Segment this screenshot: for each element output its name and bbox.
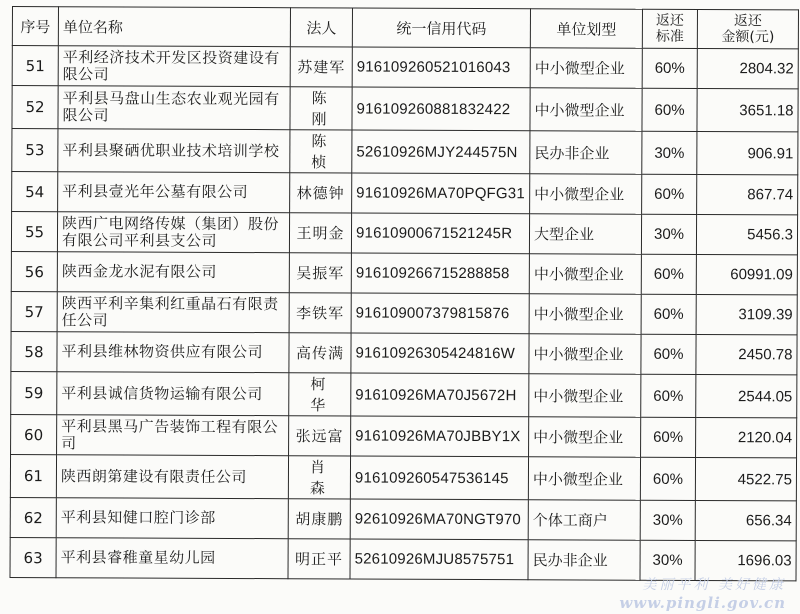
header-name: 单位名称 [58,7,290,47]
cell-credit-code: 52610926MJU8575751 [350,539,528,580]
header-amount-line2: 金额(元) [721,29,775,46]
cell-refund-rate: 60% [642,174,697,214]
cell-seq: 52 [12,86,58,129]
cell-seq: 62 [10,497,56,537]
cell-legal-person: 高传满 [289,333,351,373]
cell-seq: 55 [11,212,57,252]
cell-refund-amount: 2804.32 [697,48,798,88]
cell-unit-type: 大型企业 [529,214,641,254]
cell-refund-rate: 60% [642,88,697,131]
cell-seq: 59 [11,371,57,414]
cell-legal-person: 胡康鹏 [288,499,350,539]
cell-refund-amount: 867.74 [697,174,798,214]
cell-credit-code: 52610926MJY244575N [352,130,530,174]
cell-unit-name: 平利县知健口腔门诊部 [56,498,288,539]
cell-seq: 63 [10,537,56,577]
cell-unit-type: 中小微型企业 [529,254,641,294]
watermark-text: 美丽平利 美好健康 [642,577,786,593]
cell-unit-name: 陕西平利辛集利红重晶石有限责任公司 [57,292,289,333]
cell-unit-type: 中小微型企业 [530,174,642,214]
cell-legal-person: 张远富 [289,416,351,456]
header-rate-line1: 返还 [655,12,684,29]
cell-legal-person: 肖 森 [288,456,350,499]
cell-unit-type: 民办非企业 [528,540,640,580]
cell-seq: 58 [11,331,57,371]
cell-unit-name: 陕西金龙水泥有限公司 [57,252,289,293]
cell-legal-person: 苏建军 [290,47,352,87]
cell-refund-amount: 2544.05 [696,374,797,417]
header-person: 法人 [290,8,352,47]
table-row [11,414,797,457]
cell-seq: 61 [10,454,56,497]
cell-legal-person: 吴振军 [289,253,351,293]
cell-refund-amount: 5456.3 [696,214,797,254]
cell-refund-rate: 30% [642,131,697,174]
cell-credit-code: 916109260881832422 [352,87,530,131]
cell-credit-code: 916109260521016043 [352,47,530,88]
cell-unit-name: 平利县聚硒优职业技术培训学校 [58,129,290,173]
cell-unit-type: 中小微型企业 [529,417,641,457]
table-row [12,86,798,132]
refund-table [10,6,799,581]
table-row [11,331,797,374]
cell-refund-rate: 60% [641,417,696,457]
header-type: 单位划型 [530,9,642,48]
cell-unit-type: 中小微型企业 [529,334,641,374]
table-row [11,251,797,294]
cell-refund-rate: 60% [641,374,696,417]
cell-seq: 53 [12,129,58,172]
cell-unit-type: 中小微型企业 [528,457,640,500]
cell-legal-person: 陈 刚 [290,87,352,130]
cell-unit-name: 平利县马盘山生态农业观光园有限公司 [58,86,290,130]
header-row [12,7,798,49]
table-row [10,454,796,500]
cell-seq: 57 [11,291,57,331]
cell-seq: 56 [11,251,57,291]
table-row [12,172,798,215]
table-row [12,46,798,89]
cell-unit-name: 平利县诚信货物运输有限公司 [57,372,289,416]
cell-credit-code: 91610900671521245R [351,213,529,254]
cell-refund-amount: 60991.09 [696,254,797,294]
cell-refund-rate: 60% [641,254,696,294]
cell-legal-person: 陈 桢 [290,130,352,173]
table-row [11,291,797,334]
cell-refund-rate: 60% [641,294,696,334]
cell-refund-amount: 906.91 [697,131,798,174]
table-row [12,129,798,175]
cell-refund-rate: 60% [642,48,697,88]
cell-legal-person: 王明金 [289,213,351,253]
table-row [10,497,796,540]
cell-refund-amount: 656.34 [695,500,796,540]
cell-legal-person: 柯 华 [289,373,351,416]
cell-credit-code: 916109266715288858 [351,253,529,294]
cell-refund-amount: 3109.39 [696,294,797,334]
watermark [619,574,786,612]
cell-legal-person: 李铁军 [289,293,351,333]
cell-seq: 60 [11,414,57,454]
cell-refund-amount: 4522.75 [695,457,796,500]
cell-unit-type: 中小微型企业 [529,294,641,334]
cell-refund-rate: 30% [641,214,696,254]
cell-refund-amount: 2120.04 [696,417,797,457]
cell-refund-rate: 60% [640,457,695,500]
header-code: 统一信用代码 [352,8,530,48]
cell-seq: 54 [12,172,58,212]
header-rate [642,9,697,48]
cell-unit-name: 平利县维林物资供应有限公司 [57,332,289,373]
table-row [11,371,797,417]
cell-legal-person: 林德钟 [290,173,352,213]
cell-credit-code: 92610926MA70NGT970 [350,499,528,540]
cell-refund-rate: 60% [641,334,696,374]
cell-unit-name: 平利经济技术开发区投资建设有限公司 [58,46,290,87]
table-row [11,212,797,255]
cell-unit-type: 个体工商户 [528,500,640,540]
cell-refund-rate: 30% [640,540,695,580]
cell-credit-code: 916109260547536145 [350,456,528,500]
header-rate-line2: 标准 [655,28,684,45]
cell-unit-name: 平利县睿稚童星幼儿园 [56,538,288,579]
cell-refund-amount: 2450.78 [696,334,797,374]
cell-refund-amount: 3651.18 [697,88,798,131]
cell-legal-person: 明正平 [288,539,350,579]
cell-unit-name: 平利县壹光年公墓有限公司 [58,172,290,213]
cell-unit-type: 民办非企业 [530,131,642,174]
cell-unit-type: 中小微型企业 [529,374,641,417]
cell-credit-code: 91610926305424816W [351,333,529,374]
cell-unit-type: 中小微型企业 [530,48,642,88]
cell-unit-name: 陕西朗第建设有限责任公司 [56,455,288,499]
cell-unit-type: 中小微型企业 [530,88,642,131]
cell-refund-amount: 1696.03 [695,540,796,580]
cell-refund-rate: 30% [640,500,695,540]
cell-credit-code: 91610926MA70J5672H [351,373,529,417]
cell-credit-code: 91610926MA70PQFG31 [352,173,530,214]
header-seq: 序号 [12,7,58,46]
cell-unit-name: 陕西广电网络传媒（集团）股份有限公司平利县支公司 [57,212,289,253]
cell-credit-code: 91610926MA70JBBY1X [351,416,529,457]
watermark-url: www.pingli.gov.cn [619,594,786,612]
cell-unit-name: 平利县黑马广告装饰工程有限公司 [57,415,289,456]
header-amount-line1: 返还 [733,13,762,30]
cell-credit-code: 916109007379815876 [351,293,529,334]
header-amount [697,9,798,48]
cell-seq: 51 [12,46,58,86]
